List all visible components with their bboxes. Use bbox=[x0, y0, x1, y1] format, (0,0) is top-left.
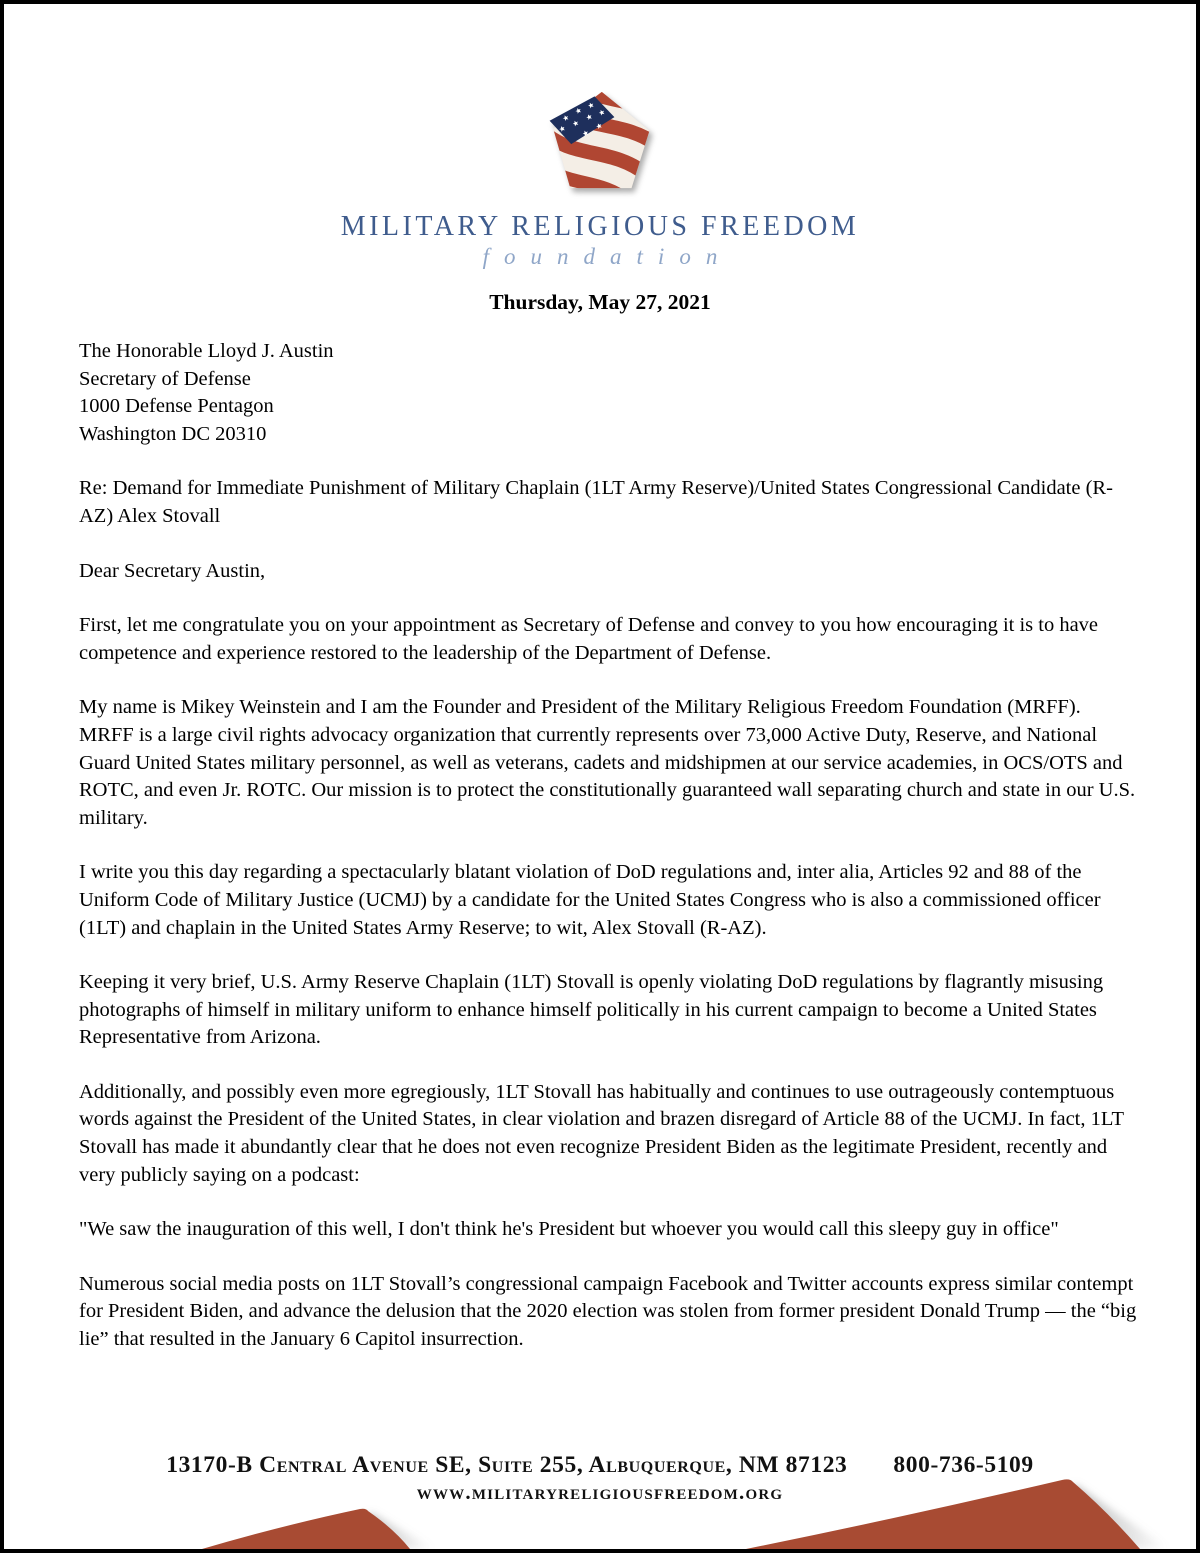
letter-date: Thursday, May 27, 2021 bbox=[489, 290, 711, 314]
mrff-logo bbox=[545, 88, 655, 207]
recipient-city: Washington DC 20310 bbox=[79, 422, 267, 445]
paragraph-2: My name is Mikey Weinstein and I am the Founder and President of the Military Religious Freedom Foundation (MRFF). MRFF is a large civil rights advocacy organization that currently represents over 73,000 Active Duty, Reserve, and National Guard United States military personnel, as well as veterans, cadets and midshipmen at our service academies, in OCS/OTS and ROTC, and even Jr. ROTC. Our mission is to protect the constitutionally guaranteed wall separating church and state in our U.S. military. bbox=[79, 696, 1136, 829]
recipient-title: Secretary of Defense bbox=[79, 367, 251, 390]
letterhead bbox=[4, 88, 1196, 270]
left-swoosh bbox=[202, 1509, 410, 1549]
footer-swoosh-graphic bbox=[4, 1461, 1196, 1549]
letter-body bbox=[79, 338, 1137, 1354]
org-name: MILITARY RELIGIOUS FREEDOM bbox=[340, 211, 860, 242]
paragraph-3: I write you this day regarding a spectacularly blatant violation of DoD regulations and, inter alia, Articles 92 and 88 of the Uniform Code of Military Justice (UCMJ) by a candidate for the United States Congress who is also a commissioned officer (1LT) and chaplain in the United States Army Reserve; to wit, Alex Stovall (R-AZ). bbox=[79, 861, 1101, 939]
pentagon-flag-icon bbox=[546, 88, 654, 202]
subject-line: Re: Demand for Immediate Punishment of Military Chaplain (1LT Army Reserve)/United States Congressional Candidate (R-AZ) Alex Stovall bbox=[79, 477, 1113, 527]
footer-phone: 800-736-5109 bbox=[893, 1452, 1034, 1478]
right-swoosh bbox=[746, 1479, 1140, 1549]
salutation: Dear Secretary Austin, bbox=[79, 559, 266, 582]
paragraph-1: First, let me congratulate you on your appointment as Secretary of Defense and convey to you how encouraging it is to have competence and experience restored to the leadership of the Department of Defense. bbox=[79, 614, 1099, 664]
footer-website: www.militaryreligiousfreedom.org bbox=[416, 1480, 784, 1504]
recipient-address-block bbox=[79, 338, 1137, 448]
recipient-street: 1000 Defense Pentagon bbox=[79, 395, 274, 418]
footer-address: 13170-B Central Avenue SE, Suite 255, Albuquerque, NM 87123 bbox=[166, 1452, 848, 1478]
quote-paragraph: "We saw the inauguration of this well, I don't think he's President but whoever you would call this sleepy guy in office" bbox=[79, 1218, 1059, 1241]
paragraph-4: Keeping it very brief, U.S. Army Reserve Chaplain (1LT) Stovall is openly violating DoD regulations by flagrantly misusing photographs of himself in military uniform to enhance himself politically in his current campaign to become a United States Representative from Arizona. bbox=[79, 971, 1104, 1049]
paragraph-5: Additionally, and possibly even more egregiously, 1LT Stovall has habitually and continues to use outrageously contemptuous words against the President of the United States, in clear violation and brazen disregard of Article 88 of the UCMJ. In fact, 1LT Stovall has made it abundantly clear that he does not even recognize President Biden as the legitimate President, recently and very publicly saying on a podcast: bbox=[79, 1080, 1124, 1186]
org-subtitle: foundation bbox=[482, 244, 733, 269]
paragraph-7: Numerous social media posts on 1LT Stovall’s congressional campaign Facebook and Twitter accounts express similar contempt for President Biden, and advance the delusion that the 2020 election was stolen from former president Donald Trump — the “big lie” that resulted in the January 6 Capitol insurrection. bbox=[79, 1272, 1137, 1351]
recipient-name: The Honorable Lloyd J. Austin bbox=[79, 340, 334, 362]
